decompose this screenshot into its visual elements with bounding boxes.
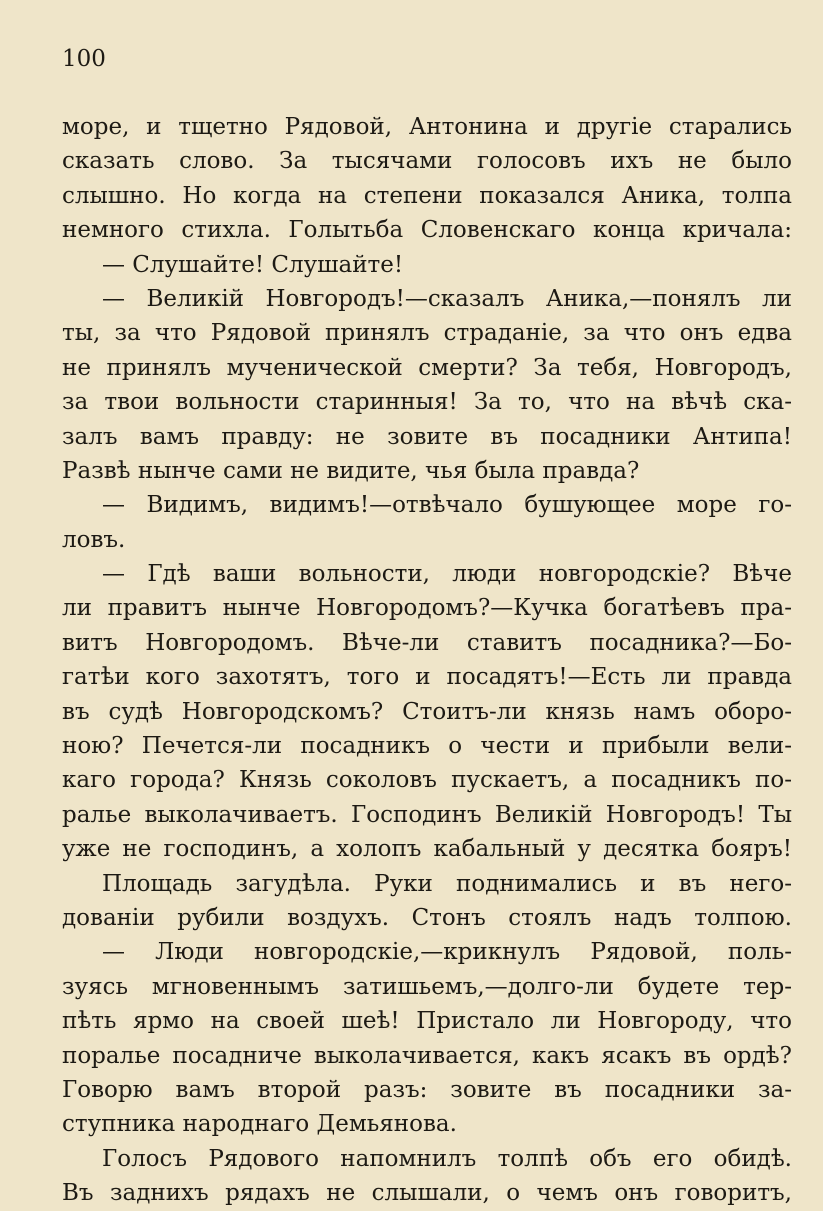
text-line: въ судѣ Новгородскомъ? Стоитъ-ли князь намъ оборо- <box>62 698 792 725</box>
page-number: 100 <box>62 46 106 72</box>
text-line: Развѣ нынче сами не видите, чья была правда? <box>62 457 640 484</box>
text-line: слышно. Но когда на степени показался Аника, толпа <box>62 182 792 209</box>
body-text <box>62 110 792 1211</box>
text-line: ною? Печется-ли посадникъ о чести и прибыли вели- <box>62 733 792 760</box>
text-line: пѣть ярмо на своей шеѣ! Пристало ли Новгороду, что <box>62 1008 792 1035</box>
text-line: ралье выколачиваетъ. Господинъ Великій Новгородъ! Ты <box>62 801 792 828</box>
text-line: гатѣи кого захотятъ, того и посадятъ!—Есть ли правда <box>62 664 792 691</box>
text-line: за твои вольности старинныя! За то, что на вѣчѣ ска- <box>62 389 792 416</box>
text-line: — Видимъ, видимъ!—отвѣчало бушующее море го- <box>102 492 792 519</box>
text-line: море, и тщетно Рядовой, Антонина и другіе старались <box>62 114 792 140</box>
text-line: ступника народнаго Демьянова. <box>62 1111 457 1138</box>
text-line: — Слушайте! Слушайте! <box>102 251 404 278</box>
text-line: уже не господинъ, а холопъ кабальный у десятка бояръ! <box>62 836 792 863</box>
text-line: каго города? Князь соколовъ пускаетъ, а посадникъ по- <box>62 767 792 794</box>
text-line: Въ заднихъ рядахъ не слышали, о чемъ онъ говоритъ, <box>62 1180 792 1207</box>
text-line: не принялъ мученической смерти? За тебя, Новгородъ, <box>62 354 792 381</box>
text-line: ловъ. <box>62 526 126 553</box>
text-line: ли правитъ нынче Новгородомъ?—Кучка богатѣевъ пра- <box>62 595 792 622</box>
text-line: поралье посадниче выколачивается, какъ ясакъ въ ордѣ? <box>62 1042 792 1069</box>
text-line: — Люди новгородскіе,—крикнулъ Рядовой, поль- <box>102 939 792 966</box>
text-line: Говорю вамъ второй разъ: зовите въ посадники за- <box>62 1076 792 1103</box>
text-line: залъ вамъ правду: не зовите въ посадники Антипа! <box>62 423 792 450</box>
text-line: витъ Новгородомъ. Вѣче-ли ставитъ посадника?—Бо- <box>62 629 792 656</box>
text-line: сказать слово. За тысячами голосовъ ихъ не было <box>62 148 792 175</box>
text-line: Площадь загудѣла. Руки поднимались и въ него- <box>102 870 792 897</box>
text-line: Голосъ Рядового напомнилъ толпѣ объ его обидѣ. <box>102 1145 792 1172</box>
text-line: ты, за что Рядовой принялъ страданіе, за что онъ едва <box>62 320 792 347</box>
text-line: дованіи рубили воздухъ. Стонъ стоялъ надъ толпою. <box>62 904 792 931</box>
text-line: — Гдѣ ваши вольности, люди новгородскіе? Вѣче <box>102 561 792 588</box>
text-line: немного стихла. Голытьба Словенскаго конца кричала: <box>62 217 792 244</box>
text-line: — Великій Новгородъ!—сказалъ Аника,—понялъ ли <box>102 285 792 312</box>
text-line: зуясь мгновеннымъ затишьемъ,—долго-ли будете тер- <box>62 973 792 1000</box>
